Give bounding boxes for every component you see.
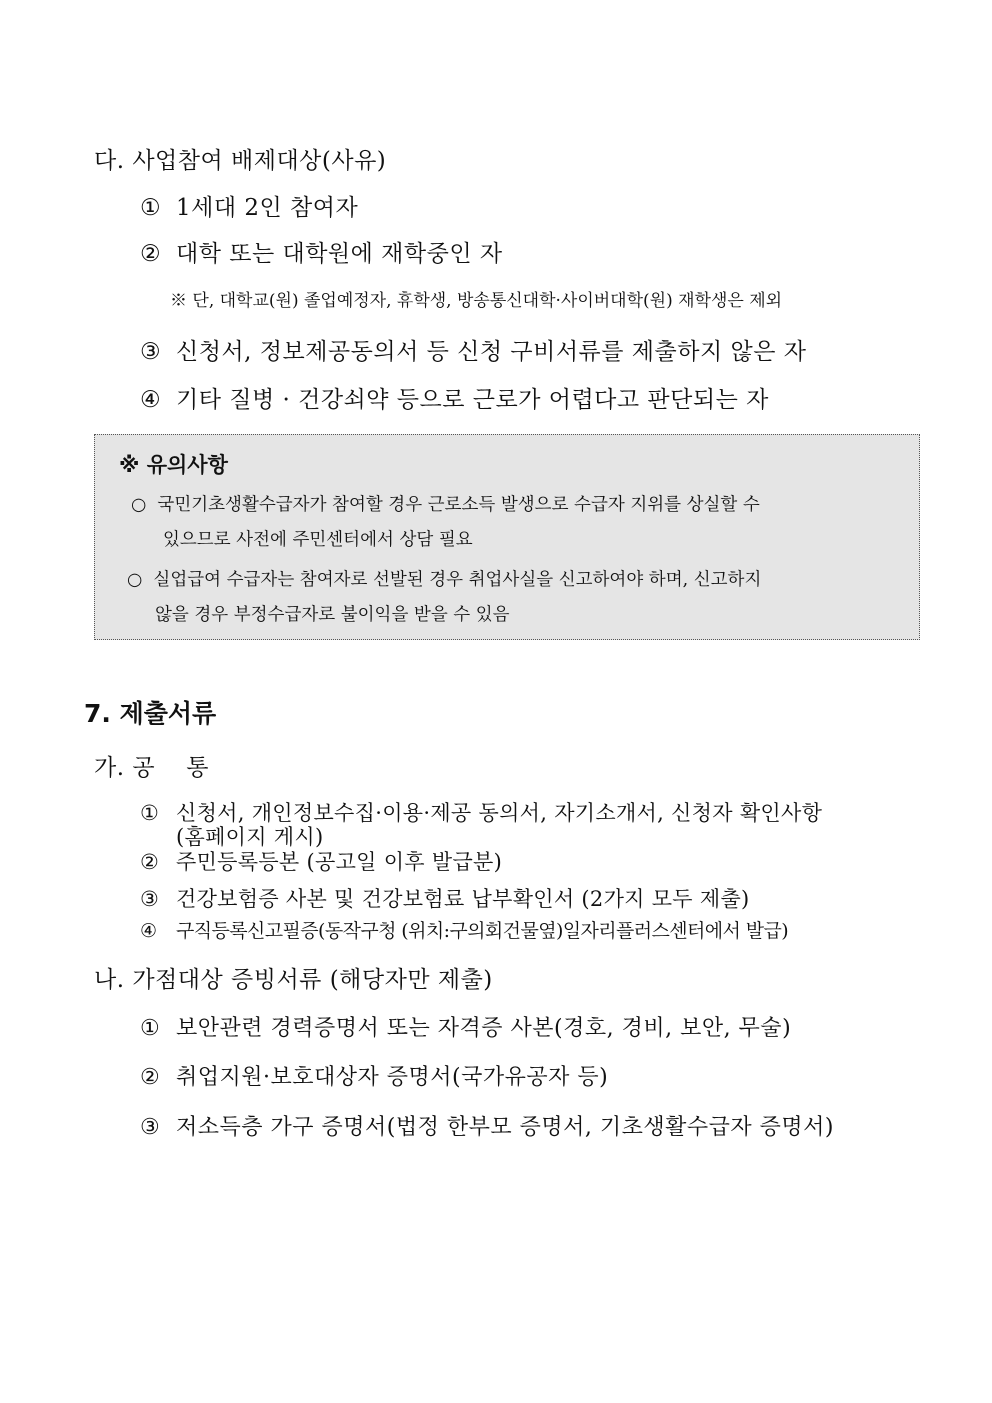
item-text: 보안관련 경력증명서 또는 자격증 사본(경호, 경비, 보안, 무술): [176, 1016, 792, 1041]
exclusion-item-4: [140, 381, 769, 414]
exclusion-note: ※ 단, 대학교(원) 졸업예정자, 휴학생, 방송통신대학·사이버대학(원) 재학생은 제외: [170, 291, 783, 311]
item-text: 신청서, 정보제공동의서 등 신청 구비서류를 제출하지 않은 자: [176, 339, 807, 365]
section-heading-exclusion: 다. 사업참여 배제대상(사유): [94, 148, 387, 174]
notice-item-2-line1: [127, 566, 761, 591]
notice-item-2-line2: 않을 경우 부정수급자로 불이익을 받을 수 있음: [155, 605, 510, 625]
item-text: 대학 또는 대학원에 재학중인 자: [176, 241, 503, 267]
exclusion-item-2: [140, 235, 503, 268]
item-text: 신청서, 개인정보수집·이용·제공 동의서, 자기소개서, 신청자 확인사항: [176, 801, 823, 825]
exclusion-item-1: [140, 189, 358, 222]
bullet-icon: ○: [131, 495, 147, 515]
item-number: ②: [140, 850, 160, 874]
item-text: 주민등록등본 (공고일 이후 발급분): [176, 850, 503, 874]
common-doc-item-4: [140, 916, 788, 943]
item-text: 저소득층 가구 증명서(법정 한부모 증명서, 기초생활수급자 증명서): [176, 1115, 834, 1140]
bonus-doc-item-1: [140, 1011, 791, 1042]
bullet-icon: ○: [127, 570, 143, 590]
item-text: 구직등록신고필증(동작구청 (위치:구의회건물옆)일자리플러스센터에서 발급): [176, 920, 789, 942]
subsection-heading-bonus: 나. 가점대상 증빙서류 (해당자만 제출): [94, 967, 493, 993]
item-number: ③: [140, 887, 160, 911]
notice-item-1-line2: 있으므로 사전에 주민센터에서 상담 필요: [163, 530, 473, 550]
common-doc-item-2: [140, 846, 502, 876]
notice-item-1-line1: [131, 491, 760, 516]
bonus-doc-item-3: [140, 1110, 834, 1141]
notice-box: [94, 434, 920, 640]
common-doc-item-1-cont: (홈페이지 게시): [176, 825, 324, 849]
notice-text: 국민기초생활수급자가 참여할 경우 근로소득 발생으로 수급자 지위를 상실할 수: [157, 495, 760, 515]
notice-title: ※ 유의사항: [119, 453, 228, 477]
item-number: ④: [140, 920, 157, 942]
bonus-doc-item-2: [140, 1060, 608, 1091]
item-number: ①: [140, 195, 162, 221]
item-number: ①: [140, 1016, 161, 1041]
item-text: 기타 질병 · 건강쇠약 등으로 근로가 어렵다고 판단되는 자: [176, 387, 769, 413]
item-number: ②: [140, 1065, 161, 1090]
item-number: ①: [140, 801, 160, 825]
notice-text: 실업급여 수급자는 참여자로 선발된 경우 취업사실을 신고하여야 하며, 신고하지: [153, 570, 762, 590]
subsection-heading-common: 가. 공 통: [94, 755, 210, 781]
section-heading-documents: 7. 제출서류: [84, 699, 217, 728]
item-text: 건강보험증 사본 및 건강보험료 납부확인서 (2가지 모두 제출): [176, 887, 750, 911]
item-number: ④: [140, 387, 162, 413]
common-doc-item-3: [140, 883, 750, 913]
item-text: 1세대 2인 참여자: [176, 195, 359, 221]
item-number: ③: [140, 339, 162, 365]
item-number: ②: [140, 241, 162, 267]
item-text: 취업지원·보호대상자 증명서(국가유공자 등): [176, 1065, 609, 1090]
exclusion-item-3: [140, 333, 806, 366]
item-number: ③: [140, 1115, 161, 1140]
